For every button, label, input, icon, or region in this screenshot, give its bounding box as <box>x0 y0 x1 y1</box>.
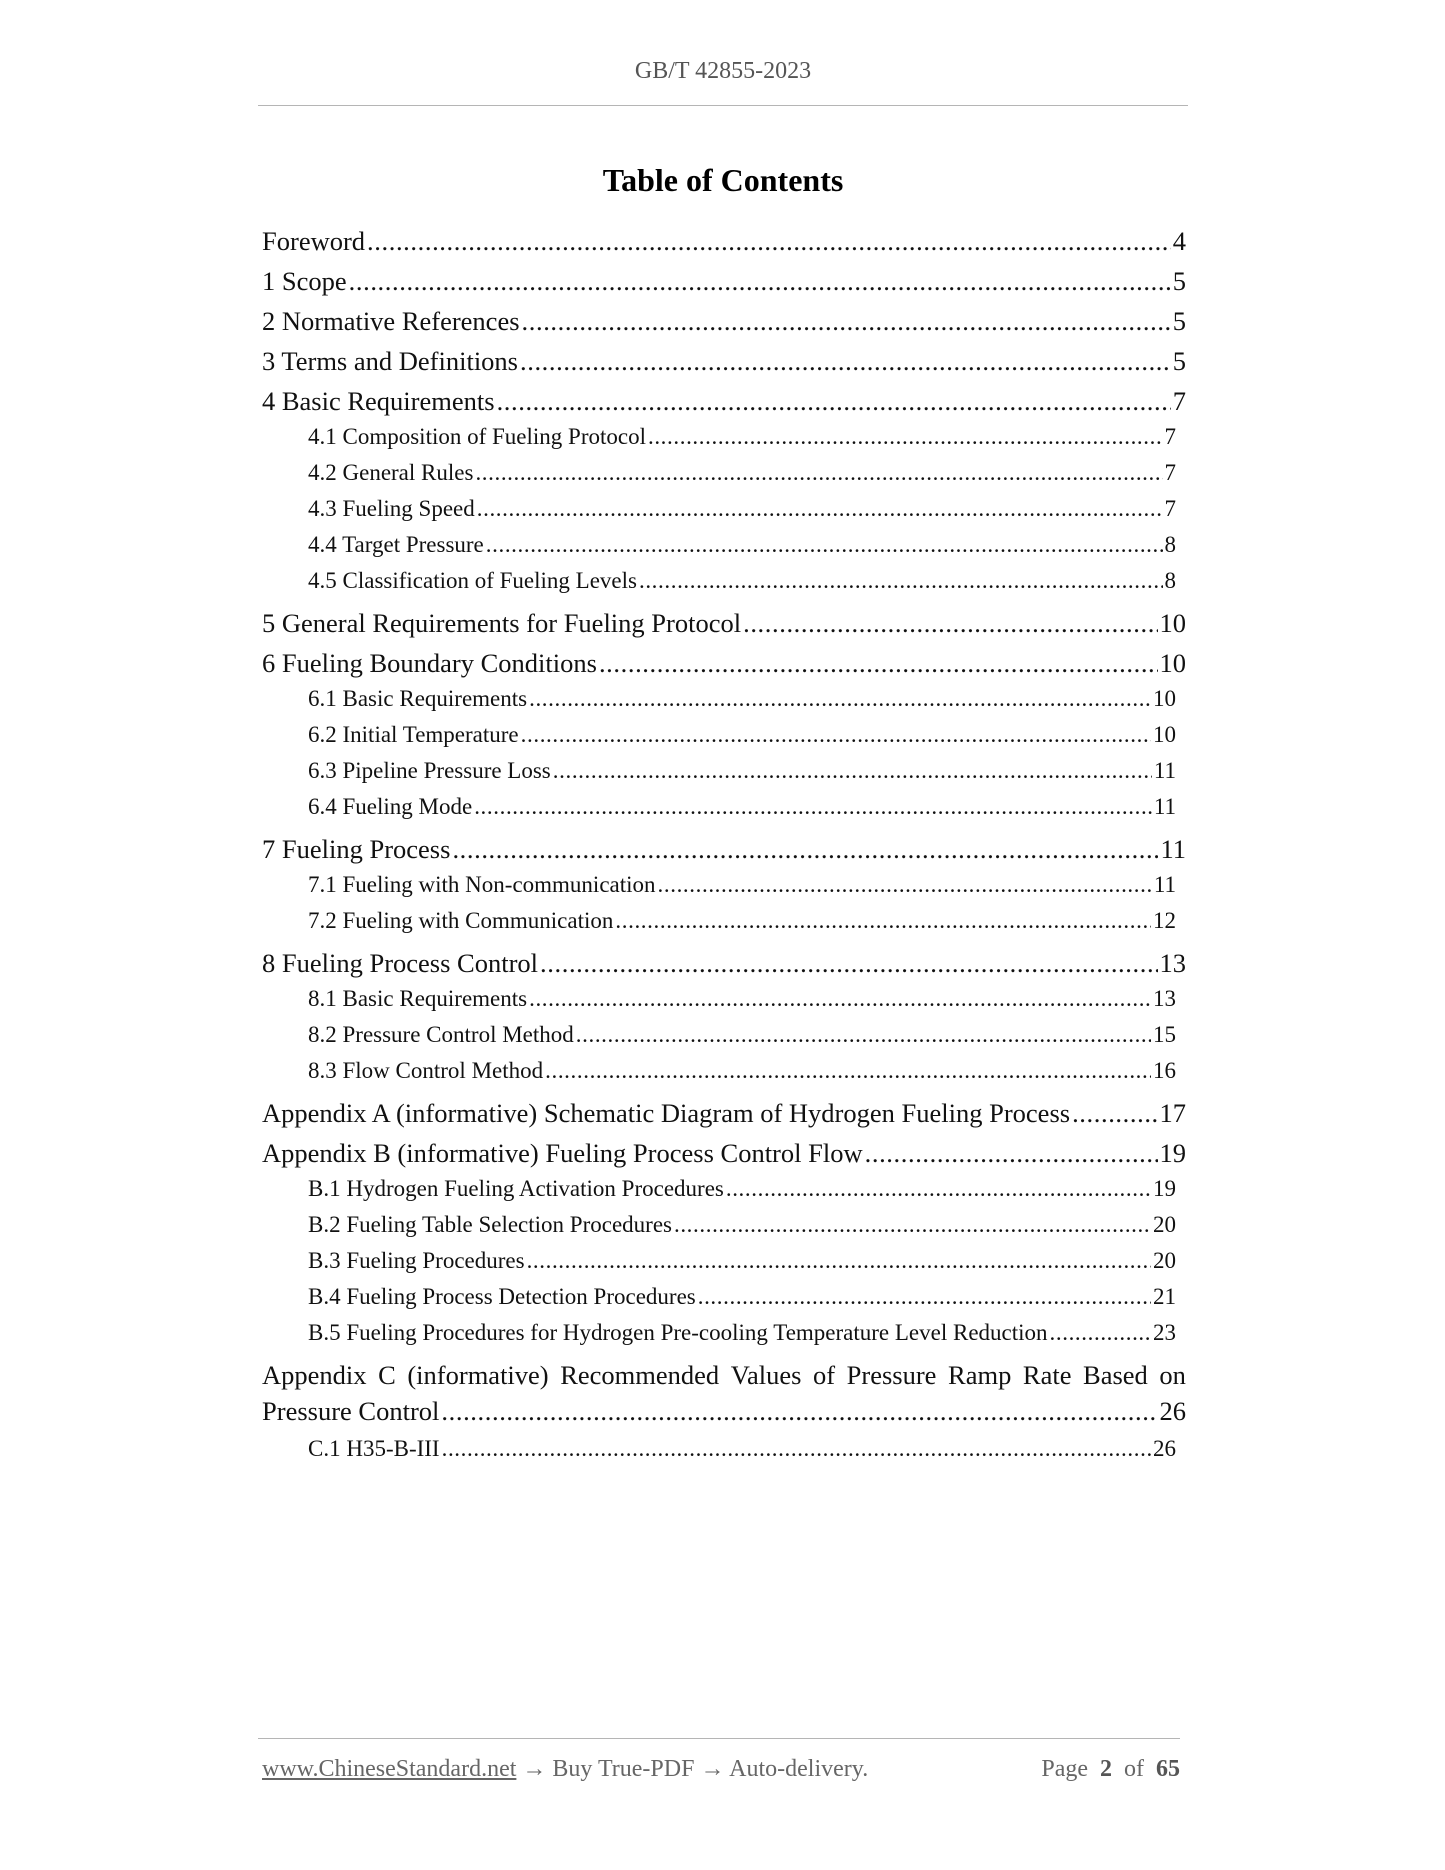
toc-entry-6-3[interactable] <box>262 758 1186 784</box>
toc-entry-appendix-b[interactable] <box>262 1138 1186 1169</box>
toc-entry-general-requirements[interactable] <box>262 608 1186 639</box>
toc-page-number: 21 <box>1153 1284 1176 1309</box>
toc-entry-4-2[interactable] <box>262 460 1186 486</box>
toc-page-number: 5 <box>1172 346 1186 376</box>
total-pages-number: 65 <box>1156 1756 1180 1782</box>
toc-page-number: 20 <box>1153 1248 1176 1273</box>
toc-label: 4.1 Composition of Fueling Protocol <box>308 424 646 449</box>
toc-entry-b-1[interactable] <box>262 1176 1186 1202</box>
toc-page-number: 5 <box>1172 306 1186 336</box>
toc-label: 1 Scope <box>262 266 347 296</box>
arrow-right-icon: → <box>700 1756 725 1782</box>
toc-page-number: 7 <box>1164 496 1176 521</box>
toc-label: 7.2 Fueling with Communication <box>308 908 614 933</box>
toc-entry-c-1[interactable] <box>262 1436 1186 1462</box>
toc-page-number: 11 <box>1153 758 1176 783</box>
toc-entry-appendix-a[interactable] <box>262 1098 1186 1129</box>
toc-page-number: 19 <box>1159 1138 1186 1168</box>
toc-page-number: 4 <box>1172 226 1186 256</box>
toc-page-number: 15 <box>1153 1022 1176 1047</box>
toc-entry-appendix-c[interactable] <box>262 1360 1186 1427</box>
toc-label: 8 Fueling Process Control <box>262 948 539 978</box>
toc-label: 4.2 General Rules <box>308 460 474 485</box>
toc-page-number: 13 <box>1153 986 1176 1011</box>
toc-entry-process-control[interactable] <box>262 948 1186 979</box>
toc-entry-8-3[interactable] <box>262 1058 1186 1084</box>
toc-label: 4.5 Classification of Fueling Levels <box>308 568 637 593</box>
toc-label: 5 General Requirements for Fueling Protocol <box>262 608 742 638</box>
toc-page-number: 7 <box>1164 424 1176 449</box>
toc-label: 4.3 Fueling Speed <box>308 496 475 521</box>
toc-page-number: 23 <box>1153 1320 1176 1345</box>
page-title: Table of Contents <box>602 162 844 198</box>
toc-entry-6-4[interactable] <box>262 794 1186 820</box>
toc-label: 4 Basic Requirements <box>262 386 495 416</box>
toc-label: B.2 Fueling Table Selection Procedures <box>308 1212 672 1237</box>
toc-entry-8-2[interactable] <box>262 1022 1186 1048</box>
toc-label: B.5 Fueling Procedures for Hydrogen Pre-cooling Temperature Level Reduction <box>308 1320 1048 1345</box>
toc-label: 8.1 Basic Requirements <box>308 986 528 1011</box>
toc-entry-b-3[interactable] <box>262 1248 1186 1274</box>
toc-label: 3 Terms and Definitions <box>262 346 518 376</box>
toc-label: Appendix A (informative) Schematic Diagram of Hydrogen Fueling Process <box>262 1098 1071 1128</box>
toc-page-number: 10 <box>1153 722 1176 747</box>
toc-label: B.4 Fueling Process Detection Procedures <box>308 1284 696 1309</box>
toc-label: 2 Normative References <box>262 306 520 336</box>
toc-page-number: 13 <box>1159 948 1186 978</box>
toc-label: 6.3 Pipeline Pressure Loss <box>308 758 551 783</box>
toc-label-line1: Appendix C (informative) Recommended Values of Pressure Ramp Rate Based on <box>262 1360 1186 1390</box>
buy-pdf-text: Buy True-PDF <box>552 1756 695 1782</box>
toc-page-number: 10 <box>1153 686 1176 711</box>
toc-entry-4-4[interactable] <box>262 532 1186 558</box>
toc-entry-7-1[interactable] <box>262 872 1186 898</box>
toc-page-number: 8 <box>1164 568 1176 593</box>
toc-page-number: 8 <box>1164 532 1176 557</box>
toc-entry-foreword[interactable] <box>262 226 1186 257</box>
toc-label: 6.1 Basic Requirements <box>308 686 528 711</box>
toc-entry-fueling-process[interactable] <box>262 834 1186 865</box>
toc-page-number: 17 <box>1159 1098 1186 1128</box>
toc-page-number: 26 <box>1159 1396 1186 1426</box>
toc-entry-8-1[interactable] <box>262 986 1186 1012</box>
toc-label: Foreword <box>262 226 366 256</box>
toc-page-number: 5 <box>1172 266 1186 296</box>
toc-label: B.3 Fueling Procedures <box>308 1248 525 1273</box>
page-indicator: Page 2 of 65 <box>1041 1756 1180 1782</box>
toc-label: 8.3 Flow Control Method <box>308 1058 544 1083</box>
toc-page-number: 19 <box>1153 1176 1176 1201</box>
toc-label: C.1 H35-B-III <box>308 1436 440 1461</box>
toc-entry-4-1[interactable] <box>262 424 1186 450</box>
toc-entry-7-2[interactable] <box>262 908 1186 934</box>
auto-delivery-text: Auto-delivery. <box>729 1756 869 1782</box>
toc-label: 4.4 Target Pressure <box>308 532 484 557</box>
toc-page-number: 7 <box>1172 386 1186 416</box>
toc-page-number: 10 <box>1159 608 1186 638</box>
toc-page-number: 12 <box>1153 908 1176 933</box>
document-id-header: GB/T 42855-2023 <box>634 58 812 84</box>
toc-entry-b-5[interactable] <box>262 1320 1186 1346</box>
toc-label: 6 Fueling Boundary Conditions <box>262 648 597 678</box>
toc-page-number: 10 <box>1159 648 1186 678</box>
toc-entry-b-4[interactable] <box>262 1284 1186 1310</box>
toc-page-number: 11 <box>1153 872 1176 897</box>
toc-page-number: 26 <box>1153 1436 1176 1461</box>
toc-label: Appendix B (informative) Fueling Process Control Flow <box>262 1138 863 1168</box>
toc-label: 7 Fueling Process <box>262 834 451 864</box>
toc-entry-b-2[interactable] <box>262 1212 1186 1238</box>
toc-label: 8.2 Pressure Control Method <box>308 1022 574 1047</box>
toc-page-number: 11 <box>1153 794 1176 819</box>
toc-entry-4-3[interactable] <box>262 496 1186 522</box>
toc-entry-boundary-conditions[interactable] <box>262 648 1186 679</box>
toc-label: 6.2 Initial Temperature <box>308 722 519 747</box>
footer-divider <box>258 1738 1180 1739</box>
header-divider <box>258 105 1188 106</box>
toc-page-number: 16 <box>1153 1058 1176 1083</box>
toc-entry-normative-references[interactable] <box>262 306 1186 337</box>
arrow-right-icon: → <box>522 1756 547 1782</box>
toc-entry-scope[interactable] <box>262 266 1186 297</box>
toc-entry-6-2[interactable] <box>262 722 1186 748</box>
toc-page-number: 11 <box>1160 834 1186 864</box>
toc-label-line2: Pressure Control <box>262 1396 440 1426</box>
toc-entry-6-1[interactable] <box>262 686 1186 712</box>
toc-label: 7.1 Fueling with Non-communication <box>308 872 656 897</box>
toc-label: B.1 Hydrogen Fueling Activation Procedures <box>308 1176 724 1201</box>
toc-entry-basic-requirements[interactable] <box>262 386 1186 417</box>
current-page-number: 2 <box>1100 1756 1112 1782</box>
toc-page-number: 20 <box>1153 1212 1176 1237</box>
toc-entry-4-5[interactable] <box>262 568 1186 594</box>
website-link[interactable]: www.ChineseStandard.net <box>262 1756 517 1782</box>
toc-label: 6.4 Fueling Mode <box>308 794 473 819</box>
toc-page-number: 7 <box>1164 460 1176 485</box>
toc-entry-terms-definitions[interactable] <box>262 346 1186 377</box>
